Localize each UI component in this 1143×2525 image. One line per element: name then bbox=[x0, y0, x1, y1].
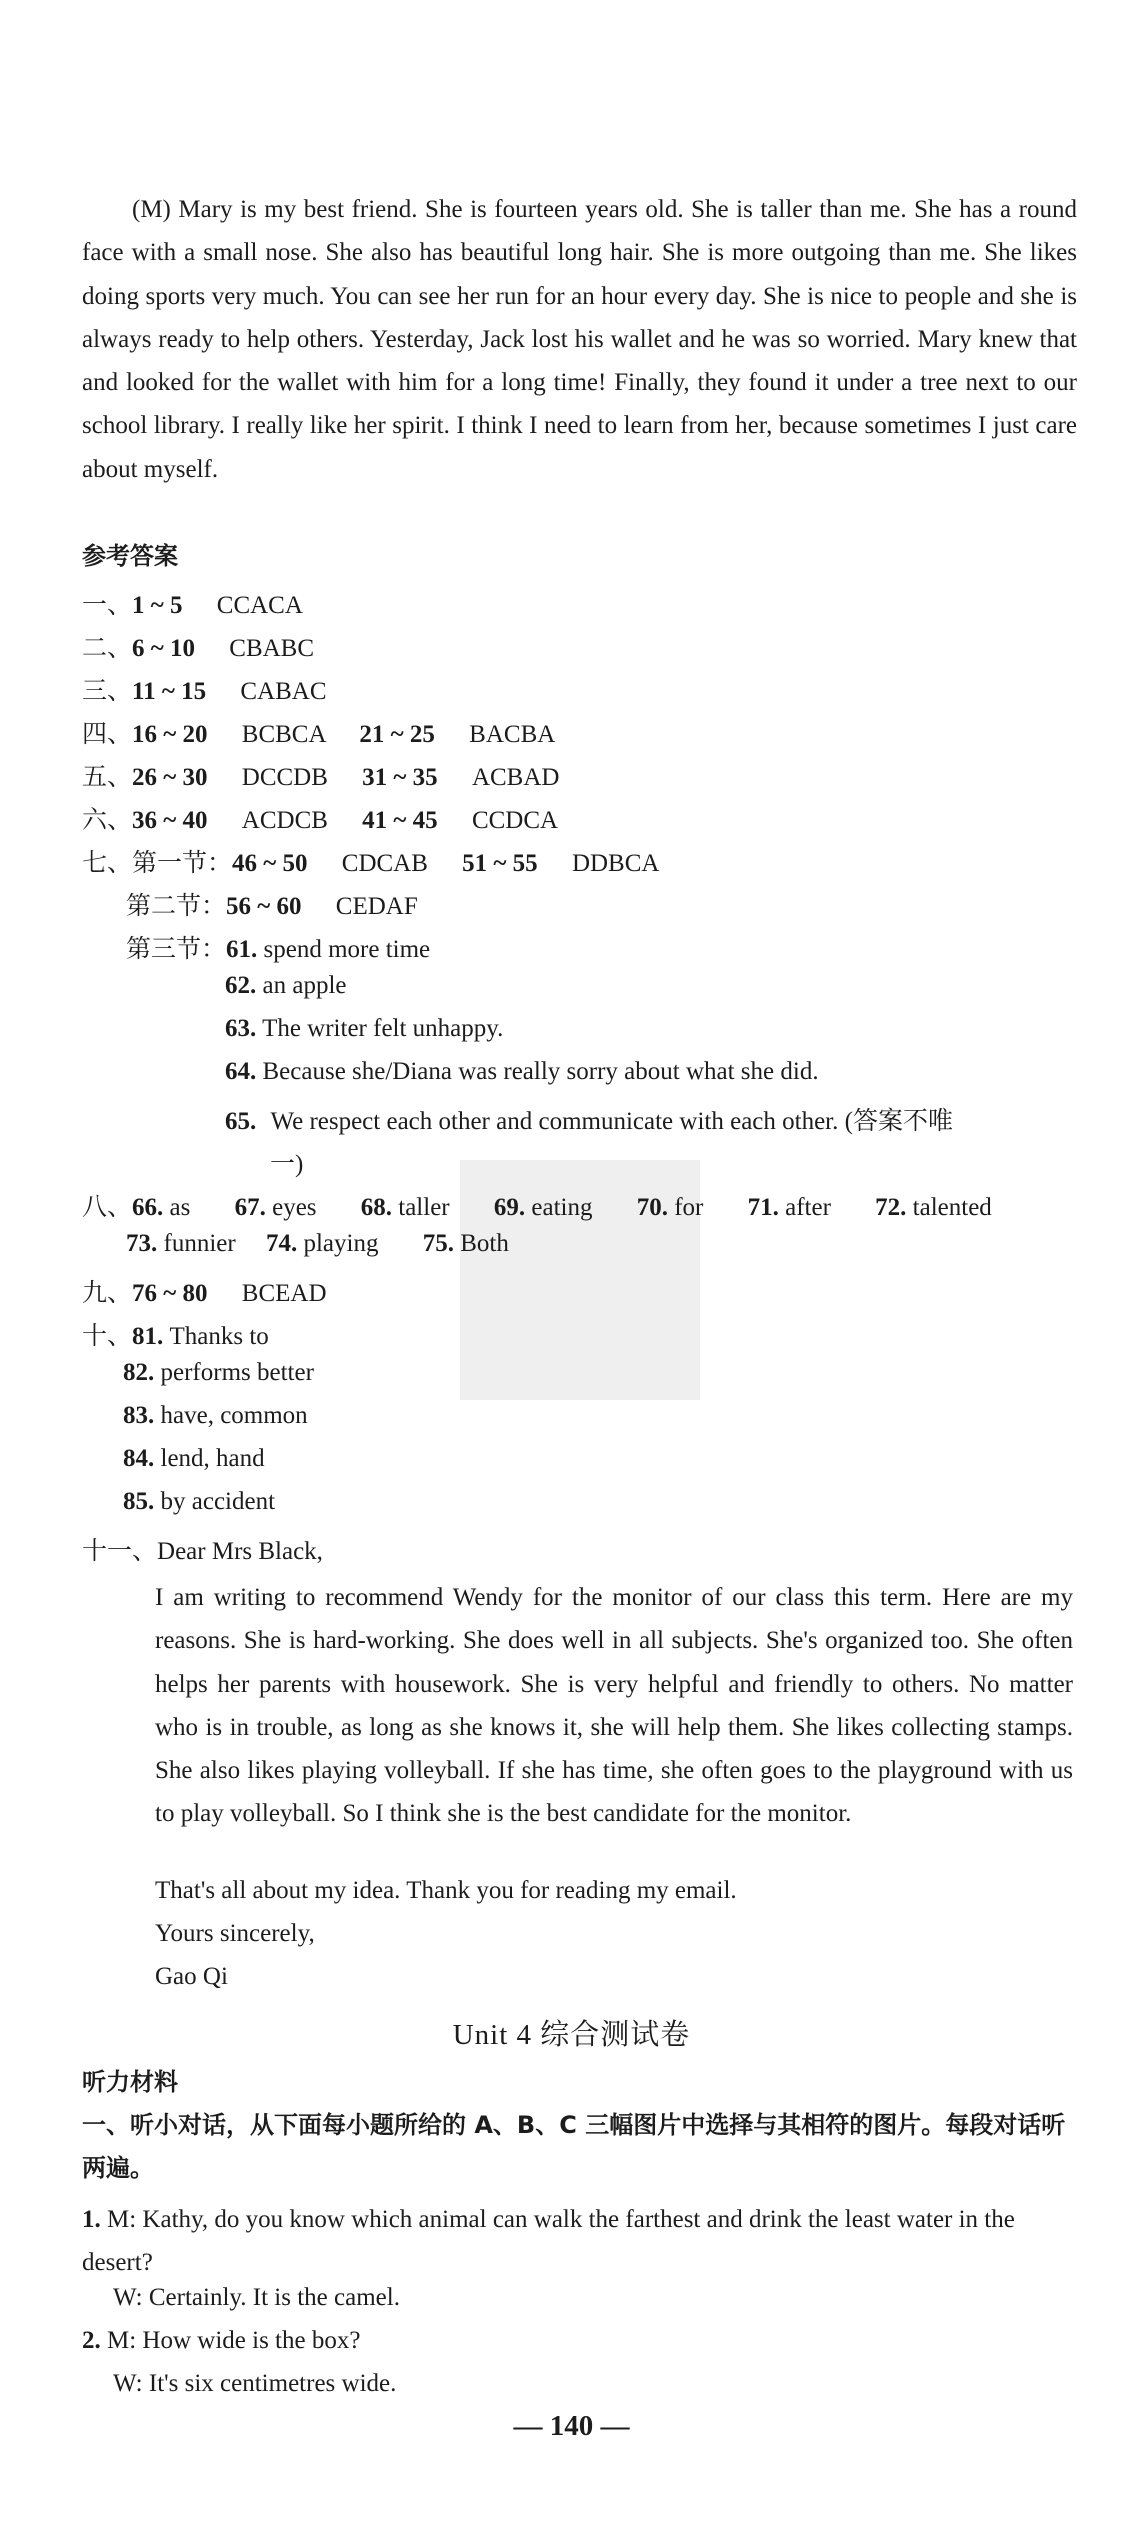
section-prefix: 第三节： bbox=[126, 936, 227, 963]
answer-row-11 bbox=[82, 1531, 323, 1567]
section-prefix: 七、第一节： bbox=[82, 850, 233, 877]
answer-row-6 bbox=[82, 800, 558, 836]
section-prefix: 第二节： bbox=[126, 893, 227, 920]
answer-row-1 bbox=[82, 585, 303, 621]
answer-row-4 bbox=[82, 714, 555, 750]
answer-row-84 bbox=[123, 1445, 265, 1473]
dialogue-1-m bbox=[82, 2198, 1077, 2284]
item-number: 81. bbox=[132, 1323, 164, 1350]
section-prefix: 六、 bbox=[82, 807, 133, 834]
item-answer: Because she/Diana was really sorry about what she did. bbox=[262, 1058, 819, 1085]
range: 56 ~ 60 bbox=[226, 893, 302, 920]
item-answer: by accident bbox=[160, 1488, 276, 1515]
letter-signoff: Yours sincerely, bbox=[155, 1920, 315, 1947]
item-answer: funnier bbox=[163, 1230, 236, 1257]
dialogue-number: 2. bbox=[82, 2327, 101, 2354]
answers: CBABC bbox=[229, 635, 315, 662]
answer-row-8a bbox=[82, 1187, 992, 1223]
item-answer: after bbox=[785, 1194, 831, 1221]
section-prefix: 八、 bbox=[82, 1194, 133, 1221]
unit-title: Unit 4 综合测试卷 bbox=[452, 2019, 691, 2051]
answers: DCCDB bbox=[241, 764, 328, 791]
item-answer: eating bbox=[531, 1194, 593, 1221]
answer-row-3 bbox=[82, 671, 327, 707]
answers-2: CCDCA bbox=[471, 807, 559, 834]
answers: CABAC bbox=[240, 678, 327, 705]
range-2: 31 ~ 35 bbox=[362, 764, 438, 791]
item-number: 73. bbox=[126, 1230, 158, 1257]
section-prefix: 三、 bbox=[82, 678, 133, 705]
answers-2: DDBCA bbox=[571, 850, 660, 877]
range-2: 21 ~ 25 bbox=[359, 721, 435, 748]
page-number: — 140 — bbox=[513, 2410, 630, 2442]
item-number: 72. bbox=[875, 1194, 907, 1221]
range: 76 ~ 80 bbox=[132, 1280, 208, 1307]
answer-row-2 bbox=[82, 628, 314, 664]
item-answer: Both bbox=[460, 1230, 509, 1257]
dialogue-number: 1. bbox=[82, 2206, 101, 2233]
answer-row-65-cont: 一) bbox=[270, 1151, 304, 1178]
answer-row-65 bbox=[225, 1101, 953, 1137]
item-number: 83. bbox=[123, 1402, 155, 1429]
item-number: 68. bbox=[360, 1194, 393, 1221]
letter-salutation: Dear Mrs Black, bbox=[157, 1538, 323, 1565]
answer-row-63 bbox=[225, 1015, 503, 1043]
range: 46 ~ 50 bbox=[232, 850, 308, 877]
item-answer: talented bbox=[912, 1194, 992, 1221]
item-answer: We respect each other and communicate with each other. (答案不唯 bbox=[270, 1108, 953, 1135]
dialogue-2-m bbox=[82, 2327, 360, 2355]
item-number: 74. bbox=[265, 1230, 298, 1257]
item-number: 69. bbox=[493, 1194, 526, 1221]
answers: CCACA bbox=[216, 592, 303, 619]
item-answer: lend, hand bbox=[160, 1445, 265, 1472]
range: 11 ~ 15 bbox=[132, 678, 207, 705]
answer-row-5 bbox=[82, 757, 559, 793]
item-answer: spend more time bbox=[263, 936, 431, 963]
range: 1 ~ 5 bbox=[132, 592, 183, 619]
answer-row-62 bbox=[225, 972, 346, 1000]
section-prefix: 十、 bbox=[82, 1323, 133, 1350]
section-prefix: 二、 bbox=[82, 635, 133, 662]
answers: BCBCA bbox=[241, 721, 326, 748]
item-number: 84. bbox=[123, 1445, 155, 1472]
range: 16 ~ 20 bbox=[132, 721, 208, 748]
item-answer: an apple bbox=[262, 972, 347, 999]
answer-row-85 bbox=[123, 1488, 275, 1516]
item-number: 71. bbox=[747, 1194, 779, 1221]
answers-heading: 参考答案 bbox=[82, 542, 178, 570]
section-prefix: 四、 bbox=[82, 721, 133, 748]
section-prefix: 一、 bbox=[82, 592, 133, 619]
letter-body: I am writing to recommend Wendy for the monitor of our class this term. Here are my reasons. She is hard-working. She does well in all subjects. She's organized too. She often helps her parents with housework. She is very helpful and friendly to others. No matter who is in trouble, as long as she knows it, she will help them. She likes collecting stamps. She also likes playing volleyball. If she has time, she often goes to the playground with us to play volleyball. So I think she is the best candidate for the monitor. bbox=[155, 1584, 1073, 1828]
listening-heading: 听力材料 bbox=[82, 2068, 178, 2096]
section-prefix: 九、 bbox=[82, 1280, 133, 1307]
answer-row-83 bbox=[123, 1402, 308, 1430]
item-number: 62. bbox=[225, 972, 257, 999]
item-answer: performs better bbox=[160, 1359, 314, 1386]
answer-row-81 bbox=[82, 1316, 269, 1352]
answers: BCEAD bbox=[241, 1280, 327, 1307]
letter-name: Gao Qi bbox=[155, 1963, 228, 1990]
answer-row-8b bbox=[126, 1230, 509, 1258]
part1-heading: 一、听小对话，从下面每小题所给的 A、B、C 三幅图片中选择与其相符的图片。每段对话听两遍。 bbox=[82, 2111, 1066, 2182]
range-2: 51 ~ 55 bbox=[462, 850, 538, 877]
item-answer: The writer felt unhappy. bbox=[262, 1015, 504, 1042]
item-number: 82. bbox=[123, 1359, 155, 1386]
item-answer: have, common bbox=[160, 1402, 308, 1429]
letter-closing-line: That's all about my idea. Thank you for reading my email. bbox=[155, 1877, 737, 1904]
answer-row-7b bbox=[126, 886, 418, 922]
dialogue-line: M: How wide is the box? bbox=[107, 2327, 361, 2354]
answer-row-82 bbox=[123, 1359, 314, 1387]
answers: ACDCB bbox=[241, 807, 328, 834]
item-number: 67. bbox=[234, 1194, 266, 1221]
item-number: 61. bbox=[226, 936, 258, 963]
item-answer: taller bbox=[398, 1194, 450, 1221]
range: 36 ~ 40 bbox=[132, 807, 208, 834]
range: 6 ~ 10 bbox=[132, 635, 196, 662]
item-number: 70. bbox=[636, 1194, 668, 1221]
item-number: 64. bbox=[225, 1058, 257, 1085]
passage-m: (M) Mary is my best friend. She is fourteen years old. She is taller than me. She has a round face with a small nose. She also has beautiful long hair. She is more outgoing than me. She likes doing sports very much. You can see her run for an hour every day. She is nice to people and she is always ready to help others. Yesterday, Jack lost his wallet and he was so worried. Mary knew that and looked for the wallet with him for a long time! Finally, they found it under a tree next to our school library. I really like her spirit. I think I need to learn from her, because sometimes I just care about myself. bbox=[82, 196, 1077, 483]
dialogue-1-w: W: Certainly. It is the camel. bbox=[113, 2284, 400, 2311]
range: 26 ~ 30 bbox=[132, 764, 208, 791]
watermark-logo bbox=[430, 1130, 730, 1430]
range-2: 41 ~ 45 bbox=[362, 807, 438, 834]
item-number: 63. bbox=[225, 1015, 257, 1042]
answers-2: BACBA bbox=[469, 721, 556, 748]
answers: CEDAF bbox=[335, 893, 418, 920]
item-answer: eyes bbox=[272, 1194, 317, 1221]
answers: CDCAB bbox=[341, 850, 428, 877]
item-answer: for bbox=[674, 1194, 704, 1221]
section-prefix: 十一、 bbox=[82, 1538, 158, 1565]
answers-2: ACBAD bbox=[471, 764, 560, 791]
item-answer: Thanks to bbox=[169, 1323, 269, 1350]
answer-row-64 bbox=[225, 1058, 819, 1086]
item-answer: as bbox=[169, 1194, 191, 1221]
answer-row-7c bbox=[126, 929, 430, 965]
item-number: 85. bbox=[123, 1488, 155, 1515]
item-answer: playing bbox=[303, 1230, 379, 1257]
dialogue-line: M: Kathy, do you know which animal can walk the farthest and drink the least water in the desert? bbox=[82, 2206, 1015, 2276]
item-number: 75. bbox=[422, 1230, 454, 1257]
section-prefix: 五、 bbox=[82, 764, 133, 791]
dialogue-2-w: W: It's six centimetres wide. bbox=[113, 2370, 397, 2397]
answer-row-9 bbox=[82, 1273, 327, 1309]
answer-row-7a bbox=[82, 843, 659, 879]
item-number: 66. bbox=[132, 1194, 164, 1221]
item-number: 65. bbox=[225, 1108, 257, 1135]
